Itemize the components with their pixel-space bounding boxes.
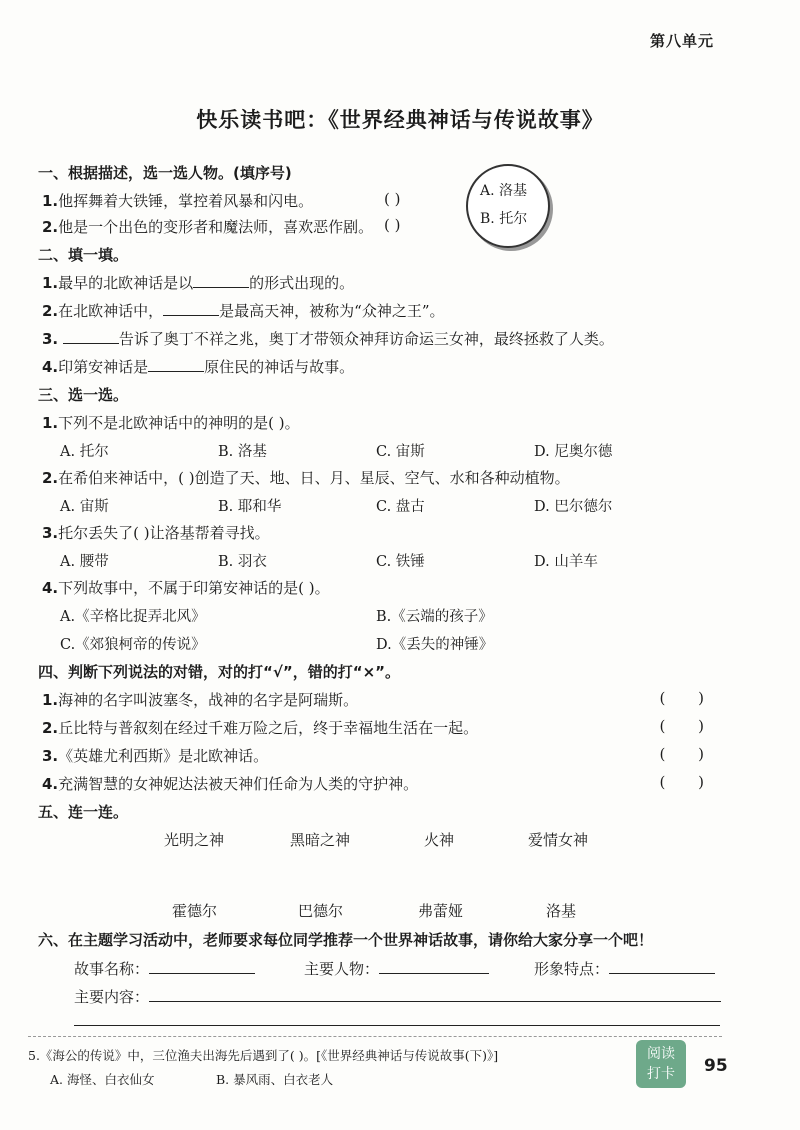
item-text: 告诉了奥丁不祥之兆，奥丁才带领众神拜访命运三女神，最终拯救了人类。	[118, 330, 614, 348]
question-2	[42, 467, 570, 488]
option[interactable]: D.《丢失的神锤》	[376, 637, 494, 653]
item-text: 印第安神话是	[58, 358, 149, 376]
section-1-item-1	[42, 190, 313, 211]
item-number: 2.	[42, 218, 59, 236]
question-4	[42, 577, 330, 598]
section-2-heading: 二、填一填。	[38, 246, 129, 264]
field-traits	[534, 958, 715, 979]
choice-b: B. 托尔	[480, 211, 528, 227]
fill-blank[interactable]	[193, 273, 249, 288]
question-3	[42, 522, 270, 543]
fill-blank[interactable]	[148, 357, 204, 372]
item-number: 1.	[42, 274, 59, 292]
choice-coin	[466, 164, 550, 248]
item-text: 他挥舞着大铁锤，掌控着风暴和闪电。	[58, 192, 314, 210]
option[interactable]: A. 托尔	[60, 444, 109, 460]
option[interactable]: C. 宙斯	[376, 444, 425, 460]
answer-paren[interactable]: ( )	[659, 689, 718, 707]
option[interactable]: A. 宙斯	[60, 499, 109, 515]
item-number: 1.	[42, 192, 59, 210]
option[interactable]: C. 盘古	[376, 499, 425, 515]
footer-divider	[28, 1036, 722, 1037]
section-2-item-2	[42, 300, 445, 321]
section-2-item-1	[42, 272, 354, 293]
option[interactable]: B. 耶和华	[218, 499, 282, 515]
section-1-heading: 一、根据描述，选一选人物。(填序号)	[38, 164, 292, 182]
match-top-item[interactable]: 光明之神	[164, 831, 225, 849]
field-label: 形象特点：	[534, 960, 610, 978]
item-text: 海神的名字叫波塞冬，战神的名字是阿瑞斯。	[58, 691, 359, 709]
question-1	[42, 412, 300, 433]
match-bottom-item[interactable]: 弗蕾娅	[418, 902, 464, 920]
story-name-input[interactable]	[149, 959, 255, 974]
item-number: 4.	[42, 775, 59, 793]
option[interactable]: A.《辛格比捉弄北风》	[60, 609, 206, 625]
section-6-heading: 六、在主题学习活动中，老师要求每位同学推荐一个世界神话故事，请你给大家分享一个吧！	[38, 931, 654, 949]
option[interactable]: C. 铁锤	[376, 554, 425, 570]
match-bottom-item[interactable]: 洛基	[546, 902, 577, 920]
item-number: 1.	[42, 414, 59, 432]
item-number: 3.	[42, 330, 59, 348]
item-text: 在北欧神话中，	[58, 302, 164, 320]
item-text: 《英雄尤利西斯》是北欧神话。	[58, 747, 269, 765]
badge-line-2: 打卡	[647, 1066, 675, 1082]
field-main-character	[304, 958, 489, 979]
match-top-item[interactable]: 火神	[424, 831, 455, 849]
traits-input[interactable]	[609, 959, 715, 974]
question-text: 在希伯来神话中，( )创造了天、地、日、月、星辰、空气、水和各种动植物。	[58, 469, 570, 487]
item-text: 充满智慧的女神妮达法被天神们任命为人类的守护神。	[58, 775, 419, 793]
item-number: 4.	[42, 579, 59, 597]
field-label: 主要人物：	[304, 960, 380, 978]
reading-checkin-badge	[636, 1040, 686, 1088]
option[interactable]: D. 尼奥尔德	[534, 444, 613, 460]
content-input[interactable]	[149, 987, 721, 1002]
answer-paren[interactable]: ( )	[384, 216, 401, 234]
option[interactable]: B. 洛基	[218, 444, 267, 460]
question-text: 下列不是北欧神话中的神明的是( )。	[58, 414, 300, 432]
footer-question: 5.《海公的传说》中，三位渔夫出海先后遇到了( )。[《世界经典神话与传说故事(下)》]	[28, 1048, 499, 1063]
section-4-heading: 四、判断下列说法的对错，对的打“√”，错的打“×”。	[38, 663, 401, 681]
content-input-line-2[interactable]	[74, 1025, 720, 1026]
judge-item-1	[42, 689, 358, 710]
item-text: 的形式出现的。	[249, 274, 355, 292]
match-top-item[interactable]: 黑暗之神	[290, 831, 351, 849]
judge-item-4	[42, 773, 418, 794]
judge-item-3	[42, 745, 268, 766]
section-2-item-4	[42, 356, 354, 377]
item-text: 是最高天神，被称为“众神之王”。	[219, 302, 445, 320]
section-3-heading: 三、选一选。	[38, 386, 129, 404]
item-text: 原住民的神话与故事。	[204, 358, 355, 376]
page-number: 95	[704, 1056, 728, 1076]
question-text: 托尔丢失了( )让洛基帮着寻找。	[58, 524, 270, 542]
answer-paren[interactable]: ( )	[659, 773, 718, 791]
option[interactable]: D. 巴尔德尔	[534, 499, 613, 515]
footer-option-b[interactable]: B. 暴风雨、白衣老人	[216, 1072, 334, 1087]
item-number: 3.	[42, 524, 59, 542]
footer-option-a[interactable]: A. 海怪、白衣仙女	[50, 1072, 155, 1087]
item-number: 3.	[42, 747, 59, 765]
option[interactable]: A. 腰带	[60, 554, 109, 570]
answer-paren[interactable]: ( )	[384, 190, 401, 208]
item-number: 2.	[42, 719, 59, 737]
badge-line-1: 阅读	[647, 1046, 675, 1062]
question-text: 下列故事中，不属于印第安神话的是( )。	[58, 579, 330, 597]
item-number: 1.	[42, 691, 59, 709]
match-bottom-item[interactable]: 霍德尔	[172, 902, 218, 920]
field-label: 故事名称：	[74, 960, 150, 978]
item-number: 4.	[42, 358, 59, 376]
option[interactable]: B.《云端的孩子》	[376, 609, 493, 625]
item-number: 2.	[42, 469, 59, 487]
item-number: 2.	[42, 302, 59, 320]
option[interactable]: B. 羽衣	[218, 554, 267, 570]
section-5-heading: 五、连一连。	[38, 803, 129, 821]
fill-blank[interactable]	[63, 329, 119, 344]
item-text: 他是一个出色的变形者和魔法师，喜欢恶作剧。	[58, 218, 374, 236]
page-title: 快乐读书吧：《世界经典神话与传说故事》	[196, 108, 604, 132]
answer-paren[interactable]: ( )	[659, 717, 718, 735]
item-text: 丘比特与普叙刻在经过千难万险之后，终于幸福地生活在一起。	[58, 719, 479, 737]
field-label: 主要内容：	[74, 988, 150, 1006]
judge-item-2	[42, 717, 478, 738]
match-top-item[interactable]: 爱情女神	[528, 831, 589, 849]
item-text: 最早的北欧神话是以	[58, 274, 194, 292]
field-story-name	[74, 958, 255, 979]
main-character-input[interactable]	[379, 959, 489, 974]
section-1-item-2	[42, 216, 373, 237]
option[interactable]: C.《郊狼柯帝的传说》	[60, 637, 206, 653]
answer-paren[interactable]: ( )	[659, 745, 718, 763]
section-2-item-3	[42, 328, 614, 349]
unit-label: 第八单元	[649, 32, 714, 50]
choice-a: A. 洛基	[480, 183, 528, 199]
field-content	[74, 986, 721, 1007]
fill-blank[interactable]	[163, 301, 219, 316]
option[interactable]: D. 山羊车	[534, 554, 598, 570]
match-bottom-item[interactable]: 巴德尔	[298, 902, 344, 920]
